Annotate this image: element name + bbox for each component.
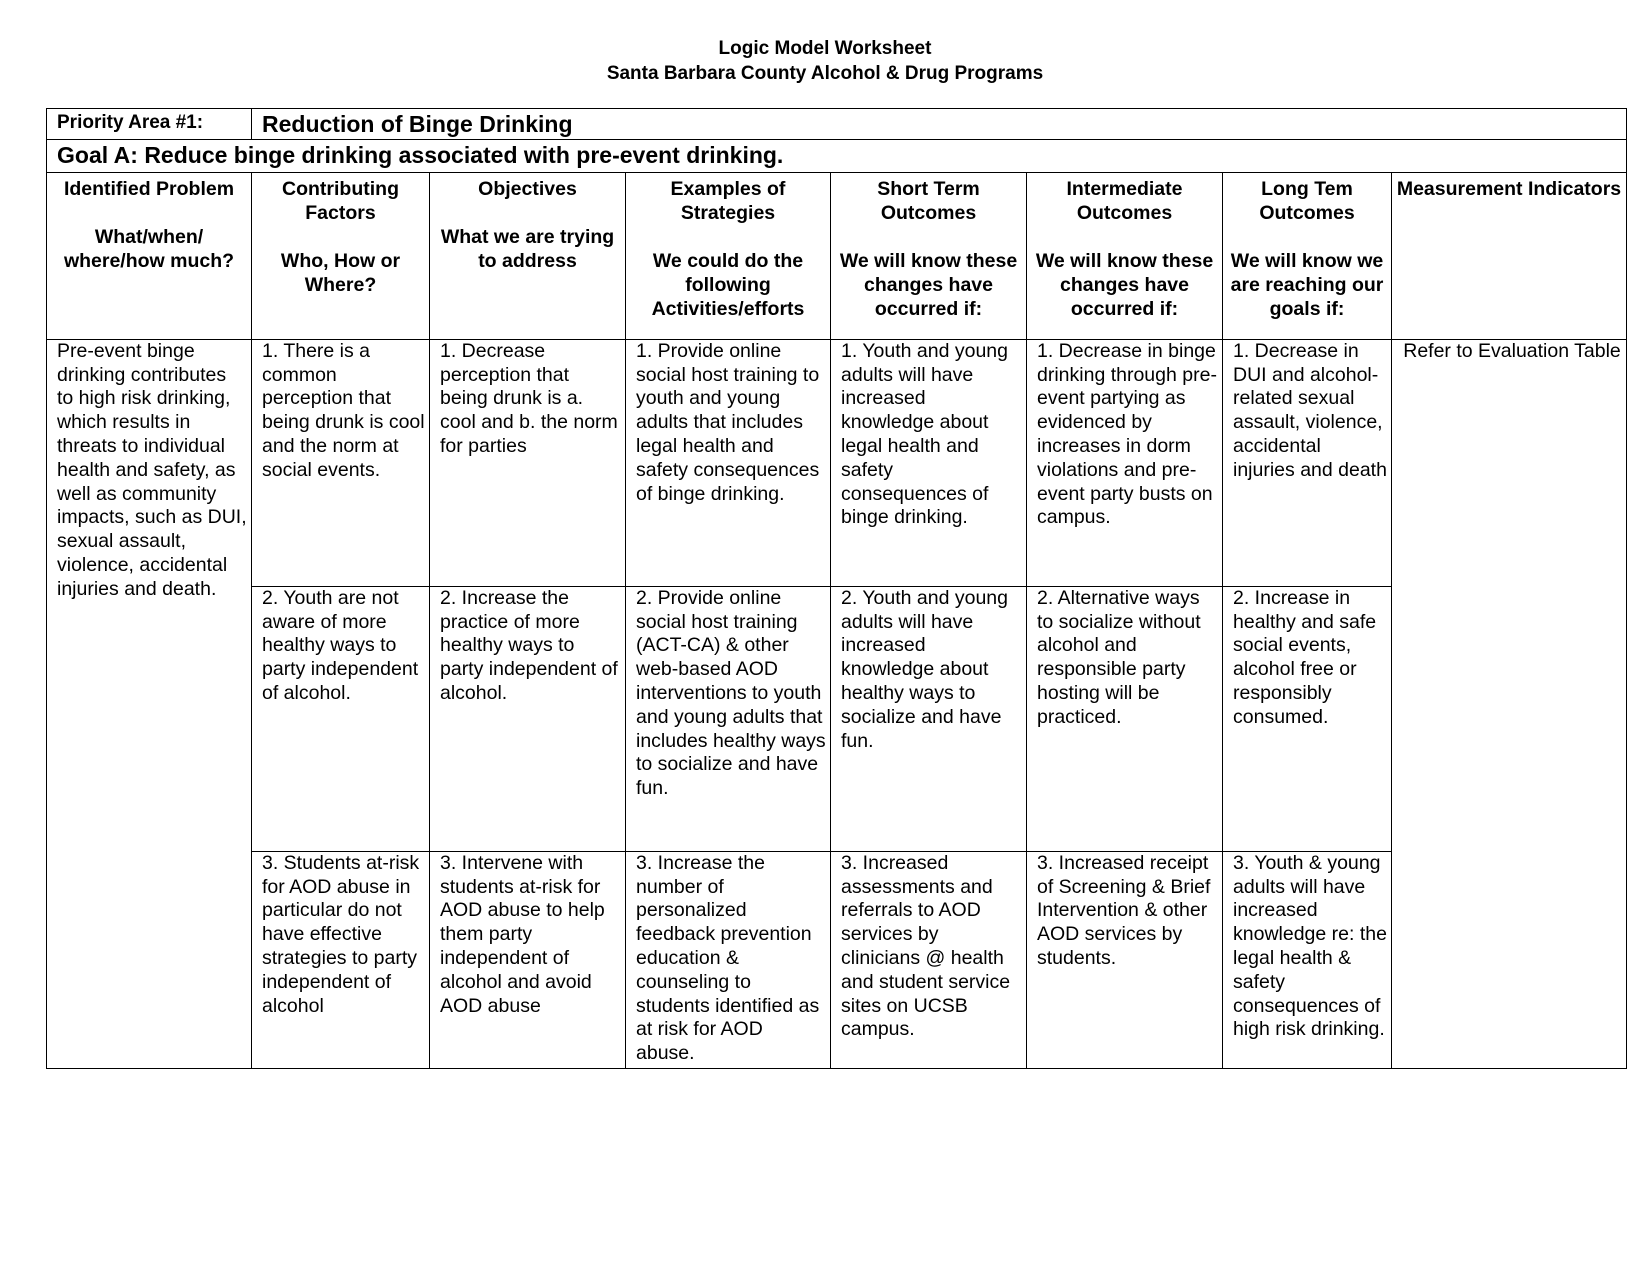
- column-header-contributing-factors: Contributing Factors Who, How or Where?: [252, 172, 430, 339]
- objective-cell: 2. Increase the practice of more healthy ways to party independent of alcohol.: [430, 586, 626, 851]
- strategy-cell: 3. Increase the number of personalized feedback prevention education & counseling to students identified as at risk for AOD abuse.: [626, 851, 831, 1068]
- column-header-intermediate: Intermediate Outcomes We will know these changes have occurred if:: [1027, 172, 1223, 339]
- document-header: [0, 36, 1650, 86]
- short-term-outcome-cell: 1. Youth and young adults will have increased knowledge about legal health and safety consequences of binge drinking.: [831, 339, 1027, 586]
- short-term-outcome-cell: 3. Increased assessments and referrals to AOD services by clinicians @ health and student service sites on UCSB campus.: [831, 851, 1027, 1068]
- goal-row: [47, 139, 1627, 172]
- table-row: [47, 851, 1627, 1068]
- column-header-row: [47, 172, 1627, 339]
- intermediate-outcome-cell: 3. Increased receipt of Screening & Brief Intervention & other AOD services by students.: [1027, 851, 1223, 1068]
- priority-row: [47, 109, 1627, 140]
- document-subtitle: Santa Barbara County Alcohol & Drug Programs: [606, 63, 1044, 84]
- objective-cell: 3. Intervene with students at-risk for AOD abuse to help them party independent of alcohol and avoid AOD abuse: [430, 851, 626, 1068]
- table-row: [47, 586, 1627, 851]
- short-term-outcome-cell: 2. Youth and young adults will have increased knowledge about healthy ways to socialize and have fun.: [831, 586, 1027, 851]
- long-term-outcome-cell: 1. Decrease in DUI and alcohol-related sexual assault, violence, accidental injuries and death: [1223, 339, 1392, 586]
- document-title: Logic Model Worksheet: [718, 38, 932, 59]
- intermediate-outcome-cell: 2. Alternative ways to socialize without alcohol and responsible party hosting will be practiced.: [1027, 586, 1223, 851]
- contributing-factor-cell: 1. There is a common perception that being drunk is cool and the norm at social events.: [252, 339, 430, 586]
- column-header-identified-problem: Identified Problem What/when/ where/how much?: [47, 172, 252, 339]
- contributing-factor-cell: 2. Youth are not aware of more healthy ways to party independent of alcohol.: [252, 586, 430, 851]
- strategy-cell: 2. Provide online social host training (ACT-CA) & other web-based AOD interventions to youth and young adults that includes healthy ways to socialize and have fun.: [626, 586, 831, 851]
- column-header-measurement: Measurement Indicators: [1392, 172, 1627, 339]
- table-row: [47, 339, 1627, 586]
- strategy-cell: 1. Provide online social host training to youth and young adults that includes legal health and safety consequences of binge drinking.: [626, 339, 831, 586]
- long-term-outcome-cell: 2. Increase in healthy and safe social events, alcohol free or responsibly consumed.: [1223, 586, 1392, 851]
- column-header-strategies: Examples of Strategies We could do the following Activities/efforts: [626, 172, 831, 339]
- priority-area-value: Reduction of Binge Drinking: [252, 109, 1627, 140]
- column-header-objectives: Objectives What we are trying to address: [430, 172, 626, 339]
- column-header-long-term: Long Tem Outcomes We will know we are reaching our goals if:: [1223, 172, 1392, 339]
- goal-text: Goal A: Reduce binge drinking associated with pre-event drinking.: [47, 139, 1627, 172]
- long-term-outcome-cell: 3. Youth & young adults will have increased knowledge re: the legal health & safety consequences of high risk drinking.: [1223, 851, 1392, 1068]
- contributing-factor-cell: 3. Students at-risk for AOD abuse in particular do not have effective strategies to party independent of alcohol: [252, 851, 430, 1068]
- measurement-indicator-cell: Refer to Evaluation Table: [1392, 339, 1627, 1068]
- objective-cell: 1. Decrease perception that being drunk is a. cool and b. the norm for parties: [430, 339, 626, 586]
- identified-problem-cell: Pre-event binge drinking contributes to high risk drinking, which results in threats to individual health and safety, as well as community impacts, such as DUI, sexual assault, violence, accidental injuries and death.: [47, 339, 252, 1068]
- priority-area-label: Priority Area #1:: [47, 109, 252, 140]
- column-header-short-term: Short Term Outcomes We will know these changes have occurred if:: [831, 172, 1027, 339]
- logic-model-table: [46, 108, 1627, 1069]
- intermediate-outcome-cell: 1. Decrease in binge drinking through pre-event partying as evidenced by increases in dorm violations and pre-event party busts on campus.: [1027, 339, 1223, 586]
